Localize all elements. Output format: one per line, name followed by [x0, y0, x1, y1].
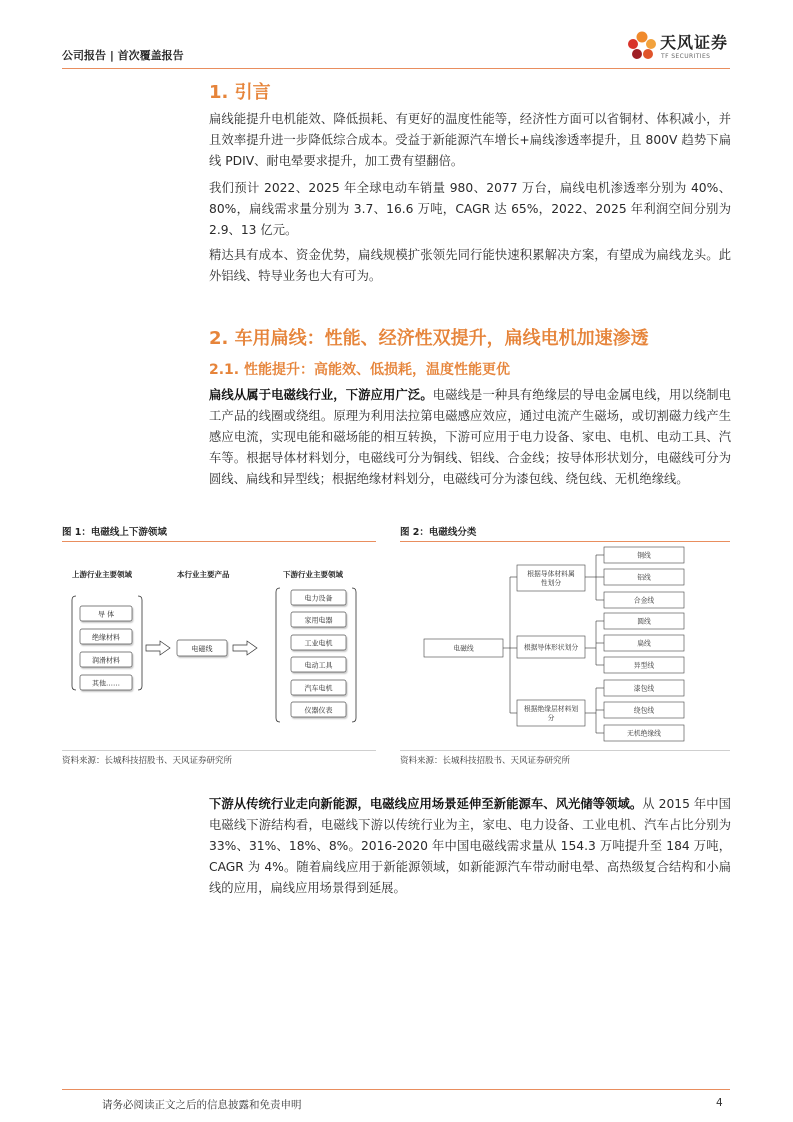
classification-group — [517, 700, 585, 726]
logo-flower-icon — [624, 24, 660, 68]
figure-2-diagram — [400, 543, 730, 748]
svg-text:根据导体材料属: 根据导体材料属 — [527, 570, 575, 578]
classification-leaf — [604, 680, 684, 696]
header-rule — [62, 68, 730, 69]
intro-paragraph-2: 我们预计 2022、2025 年全球电动车销量 980、2077 万台，扁线电机渗透率分别为 40%、80%，扁线需求量分别为 3.7、16.6 万吨，CAGR 达 65%，2022、2025 年利润空间分别为 2.9、13 亿元。 — [209, 181, 731, 237]
body-paragraph-downstream — [209, 794, 731, 899]
figure-2-source: 资料来源：长城科技招股书、天风证券研究所 — [400, 756, 571, 766]
section-1-heading: 1. 引言 — [209, 82, 271, 103]
svg-text:合金线: 合金线 — [633, 596, 655, 605]
svg-text:无机绝缘线: 无机绝缘线 — [627, 729, 661, 738]
figure-2-top-rule — [400, 541, 730, 542]
classification-leaf — [604, 569, 684, 585]
figure-2-bottom-rule — [400, 750, 730, 751]
svg-text:漆包线: 漆包线 — [633, 684, 655, 693]
downstream-items — [291, 590, 346, 717]
svg-text:铜线: 铜线 — [637, 551, 651, 560]
classification-leaf — [604, 592, 684, 608]
svg-text:工业电机: 工业电机 — [304, 639, 333, 648]
figure-1-bottom-rule — [62, 750, 376, 751]
classification-leaf — [604, 613, 684, 629]
footer-rule — [62, 1089, 730, 1090]
svg-text:圆线: 圆线 — [637, 617, 651, 626]
paragraph-body: 从 2015 年中国电磁线下游结构看，电磁线下游以传统行业为主，家电、电力设备、工业电机、汽车占比分别为 33%、31%、18%、8%。2016-2020 年中国电磁线需求量从 154.3 万吨提升至 184 万吨，CAGR 为 4%。随着扁线应用于新能源领域，如新能源汽车带动耐电晕、高热级复合结构和小扁线的应用，扁线应用场景得到延展。 — [209, 797, 731, 895]
paragraph-lead-bold: 下游从传统行业走向新能源，电磁线应用场景延伸至新能源车、风光储等领域。 — [209, 797, 643, 811]
svg-text:绕包线: 绕包线 — [633, 706, 655, 715]
logo-text-en: TF SECURITIES — [661, 53, 711, 60]
svg-text:其他……: 其他…… — [92, 679, 120, 688]
svg-text:电磁线: 电磁线 — [453, 644, 474, 653]
svg-text:绝缘材料: 绝缘材料 — [92, 633, 120, 642]
classification-leaf — [604, 635, 684, 651]
downstream-column-header: 下游行业主要领域 — [283, 570, 343, 579]
page-number: 4 — [716, 1097, 723, 1109]
paragraph-body: 电磁线是一种具有绝缘层的导电金属电线，用以绕制电工产品的线圈或绕组。原理为利用法拉第电磁感应效应，通过电流产生磁场，或切割磁力线产生感应电流，实现电能和磁场能的相互转换，下游可应用于电力设备、家电、电机、电动工具、汽车等。根据导体材料划分，电磁线可分为铜线、铝线、合金线；按导体形状划分，电磁线可分为圆线、扁线和异型线；根据绝缘材料划分，电磁线可分为漆包线、绕包线、无机绝缘线。 — [209, 388, 731, 486]
logo-text-cn: 天风证券 — [660, 33, 729, 52]
upstream-column-header: 上游行业主要领域 — [72, 570, 132, 579]
svg-text:汽车电机: 汽车电机 — [304, 684, 333, 693]
classification-root — [424, 639, 503, 657]
figure-1-source: 资料来源：长城科技招股书、天风证券研究所 — [62, 756, 233, 766]
upstream-items — [80, 606, 132, 690]
svg-text:电磁线: 电磁线 — [191, 645, 213, 653]
downstream-item — [291, 702, 346, 717]
svg-text:仪器仪表: 仪器仪表 — [304, 706, 333, 715]
paragraph-lead-bold: 扁线从属于电磁线行业，下游应用广泛。 — [209, 388, 433, 402]
body-paragraph-electromagnetic-wire — [209, 385, 731, 490]
svg-text:分: 分 — [547, 714, 555, 722]
classification-group — [517, 565, 585, 591]
classification-leaf — [604, 725, 684, 741]
flow-arrow — [146, 641, 170, 655]
svg-text:根据绝缘层材料划: 根据绝缘层材料划 — [523, 705, 579, 713]
classification-leaf — [604, 657, 684, 673]
section-2-1-heading: 2.1. 性能提升：高能效、低损耗，温度性能更优 — [209, 362, 510, 378]
svg-text:性划分: 性划分 — [540, 579, 562, 587]
footer-disclaimer: 请务必阅读正文之后的信息披露和免责申明 — [102, 1099, 302, 1111]
figure-1-title: 图 1：电磁线上下游领域 — [62, 527, 167, 538]
intro-paragraph-1: 扁线能提升电机能效、降低损耗、有更好的温度性能等，经济性方面可以省铜材、体积减小，并且效率提升进一步降低综合成本。受益于新能源汽车增长+扁线渗透率提升，且 800V 趋势下扁线 PDIV、耐电晕要求提升，加工费有望翻倍。 — [209, 112, 731, 168]
upstream-item — [80, 629, 132, 644]
downstream-item — [291, 590, 346, 605]
upstream-item — [80, 675, 132, 690]
report-type-label: 公司报告 | 首次覆盖报告 — [62, 49, 184, 62]
upstream-item — [80, 606, 132, 621]
figure-1-diagram — [62, 548, 376, 746]
classification-group — [517, 636, 585, 658]
svg-text:异型线: 异型线 — [633, 661, 655, 670]
downstream-item — [291, 635, 346, 650]
section-2-heading: 2. 车用扁线：性能、经济性双提升，扁线电机加速渗透 — [209, 328, 649, 349]
flow-arrow — [233, 641, 257, 655]
svg-text:家用电器: 家用电器 — [304, 616, 333, 625]
svg-text:润滑材料: 润滑材料 — [92, 656, 120, 665]
intro-paragraph-3: 精达具有成本、资金优势，扁线规模扩张领先同行能快速积累解决方案，有望成为扁线龙头。此外铝线、特导业务也大有可为。 — [209, 248, 731, 283]
downstream-item — [291, 612, 346, 627]
product-column-header: 本行业主要产品 — [177, 570, 230, 579]
upstream-item — [80, 652, 132, 667]
svg-text:导 体: 导 体 — [97, 610, 115, 619]
svg-text:根据导体形状划分: 根据导体形状划分 — [523, 643, 579, 652]
svg-text:扁线: 扁线 — [637, 639, 651, 648]
product-box — [177, 640, 227, 656]
downstream-item — [291, 680, 346, 695]
svg-text:电动工具: 电动工具 — [304, 661, 333, 670]
classification-leaf — [604, 547, 684, 563]
svg-text:铝线: 铝线 — [637, 573, 651, 582]
tf-securities-logo — [624, 24, 730, 68]
classification-leaf — [604, 702, 684, 718]
figure-1-top-rule — [62, 541, 376, 542]
svg-text:电力设备: 电力设备 — [304, 594, 333, 603]
downstream-item — [291, 657, 346, 672]
figure-2-title: 图 2：电磁线分类 — [400, 527, 477, 538]
